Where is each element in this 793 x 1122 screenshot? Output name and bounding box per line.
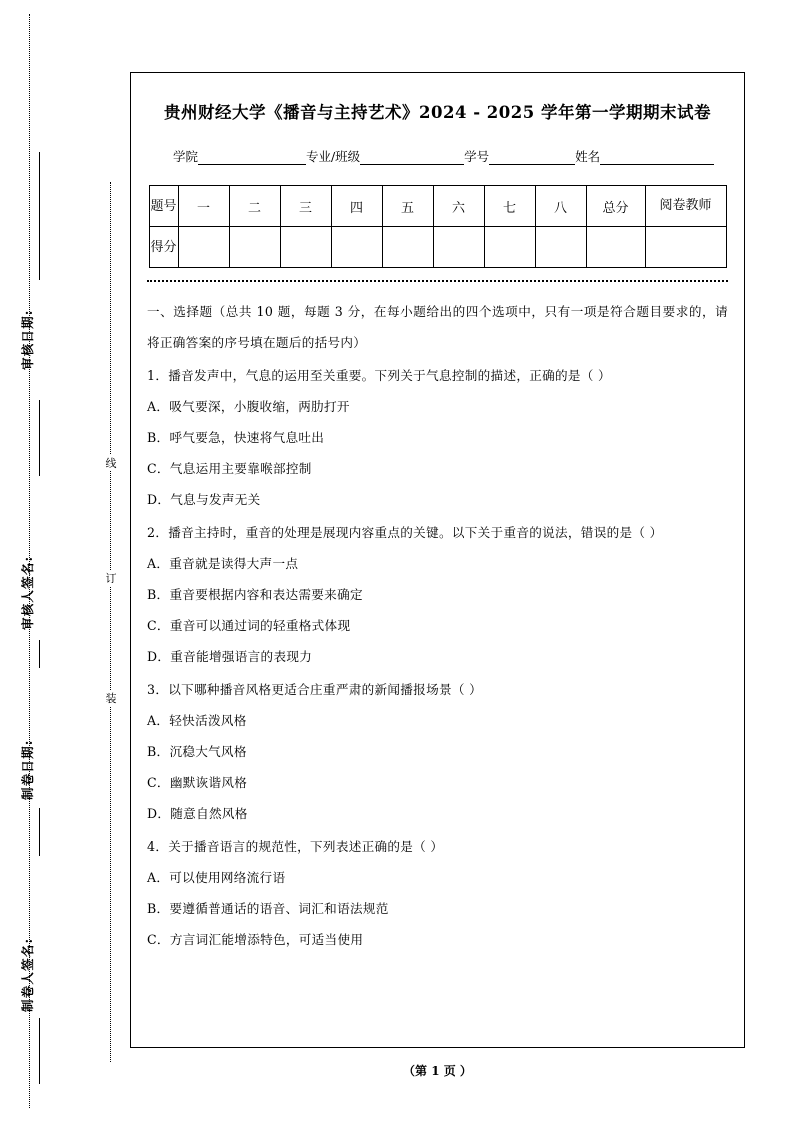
exam-body <box>147 296 728 955</box>
row-header-question-number: 题号 <box>149 186 178 227</box>
student-info-row <box>173 147 714 165</box>
major-class-label: 专业/班级 <box>305 149 361 164</box>
margin-solid-segment <box>39 152 40 280</box>
score-col-2: 二 <box>229 186 280 227</box>
binding-char-line: 线 <box>105 457 117 470</box>
score-value-4[interactable] <box>331 227 382 268</box>
score-value-3[interactable] <box>280 227 331 268</box>
margin-label-reviewer-signature: 审核人签名: <box>20 555 35 630</box>
score-col-6: 六 <box>433 186 484 227</box>
binding-margin-column <box>0 0 130 1122</box>
question-3-option-a[interactable]: A．轻快活泼风格 <box>147 713 247 728</box>
page-title: 贵州财经大学《播音与主持艺术》2024 - 2025 学年第一学期期末试卷 <box>164 103 711 122</box>
score-value-5[interactable] <box>382 227 433 268</box>
name-input[interactable] <box>600 151 714 165</box>
score-value-1[interactable] <box>178 227 229 268</box>
question-3-option-d[interactable]: D．随意自然风格 <box>147 806 248 821</box>
score-col-3: 三 <box>280 186 331 227</box>
question-1-stem: 1．播音发声中，气息的运用至关重要。下列关于气息控制的描述，正确的是（ ） <box>147 368 611 383</box>
score-value-7[interactable] <box>484 227 535 268</box>
score-value-6[interactable] <box>433 227 484 268</box>
score-value-teacher[interactable] <box>645 227 726 268</box>
section-heading-1: 一、选择题（总共 10 题，每题 3 分，在每小题给出的四个选项中，只有一项是符合题目要求的，请将正确答案的序号填在题后的括号内） <box>147 304 728 350</box>
college-input[interactable] <box>198 151 306 165</box>
binding-char-bind: 订 <box>105 572 117 585</box>
question-2-option-d[interactable]: D．重音能增强语言的表现力 <box>147 649 313 664</box>
question-2-option-a[interactable]: A．重音就是读得大声一点 <box>147 556 299 571</box>
score-col-5: 五 <box>382 186 433 227</box>
table-row-question-numbers <box>149 186 726 227</box>
inner-dashed-binding-line <box>110 182 111 1062</box>
score-col-7: 七 <box>484 186 535 227</box>
question-1-option-d[interactable]: D．气息与发声无关 <box>147 492 261 507</box>
question-2-option-c[interactable]: C．重音可以通过词的轻重格式体现 <box>147 618 351 633</box>
question-1-option-a[interactable]: A．吸气要深，小腹收缩，两肋打开 <box>147 399 350 414</box>
row-header-score: 得分 <box>149 227 178 268</box>
question-4-option-a[interactable]: A．可以使用网络流行语 <box>147 870 286 885</box>
name-label: 姓名 <box>575 149 601 164</box>
binding-char-seal: 装 <box>105 692 117 705</box>
score-col-4: 四 <box>331 186 382 227</box>
dotted-separator <box>147 280 728 282</box>
score-value-2[interactable] <box>229 227 280 268</box>
margin-solid-segment <box>39 640 40 668</box>
question-2-stem: 2．播音主持时，重音的处理是展现内容重点的关键。以下关于重音的说法，错误的是（ ） <box>147 525 663 540</box>
exam-sheet <box>130 72 745 1048</box>
score-col-total: 总分 <box>586 186 645 227</box>
margin-label-paper-date: 制卷日期: <box>20 739 35 800</box>
score-col-8: 八 <box>535 186 586 227</box>
student-id-label: 学号 <box>464 149 490 164</box>
major-class-input[interactable] <box>360 151 464 165</box>
score-col-1: 一 <box>178 186 229 227</box>
question-4-option-b[interactable]: B．要遵循普通话的语音、词汇和语法规范 <box>147 901 389 916</box>
question-1-option-b[interactable]: B．呼气要急，快速将气息吐出 <box>147 430 325 445</box>
margin-label-paper-author-signature: 制卷人签名: <box>20 937 35 1012</box>
question-3-option-c[interactable]: C．幽默诙谐风格 <box>147 775 248 790</box>
margin-solid-segment <box>39 808 40 856</box>
margin-label-review-date: 审核日期: <box>20 309 35 370</box>
page-footer: （第 1 页 ） <box>403 1064 472 1078</box>
question-1-option-c[interactable]: C．气息运用主要靠喉部控制 <box>147 461 312 476</box>
question-4-option-c[interactable]: C．方言词汇能增添特色，可适当使用 <box>147 932 364 947</box>
question-3-option-b[interactable]: B．沉稳大气风格 <box>147 744 247 759</box>
margin-solid-segment <box>39 400 40 476</box>
score-value-8[interactable] <box>535 227 586 268</box>
table-row-scores <box>149 227 726 268</box>
college-label: 学院 <box>173 149 199 164</box>
margin-solid-segment <box>39 1018 40 1084</box>
question-2-option-b[interactable]: B．重音要根据内容和表达需要来确定 <box>147 587 363 602</box>
question-4-stem: 4．关于播音语言的规范性，下列表述正确的是（ ） <box>147 839 444 854</box>
score-col-teacher: 阅卷教师 <box>645 186 726 227</box>
score-value-total[interactable] <box>586 227 645 268</box>
question-3-stem: 3．以下哪种播音风格更适合庄重严肃的新闻播报场景（ ） <box>147 682 482 697</box>
student-id-input[interactable] <box>489 151 575 165</box>
score-table <box>149 185 727 268</box>
